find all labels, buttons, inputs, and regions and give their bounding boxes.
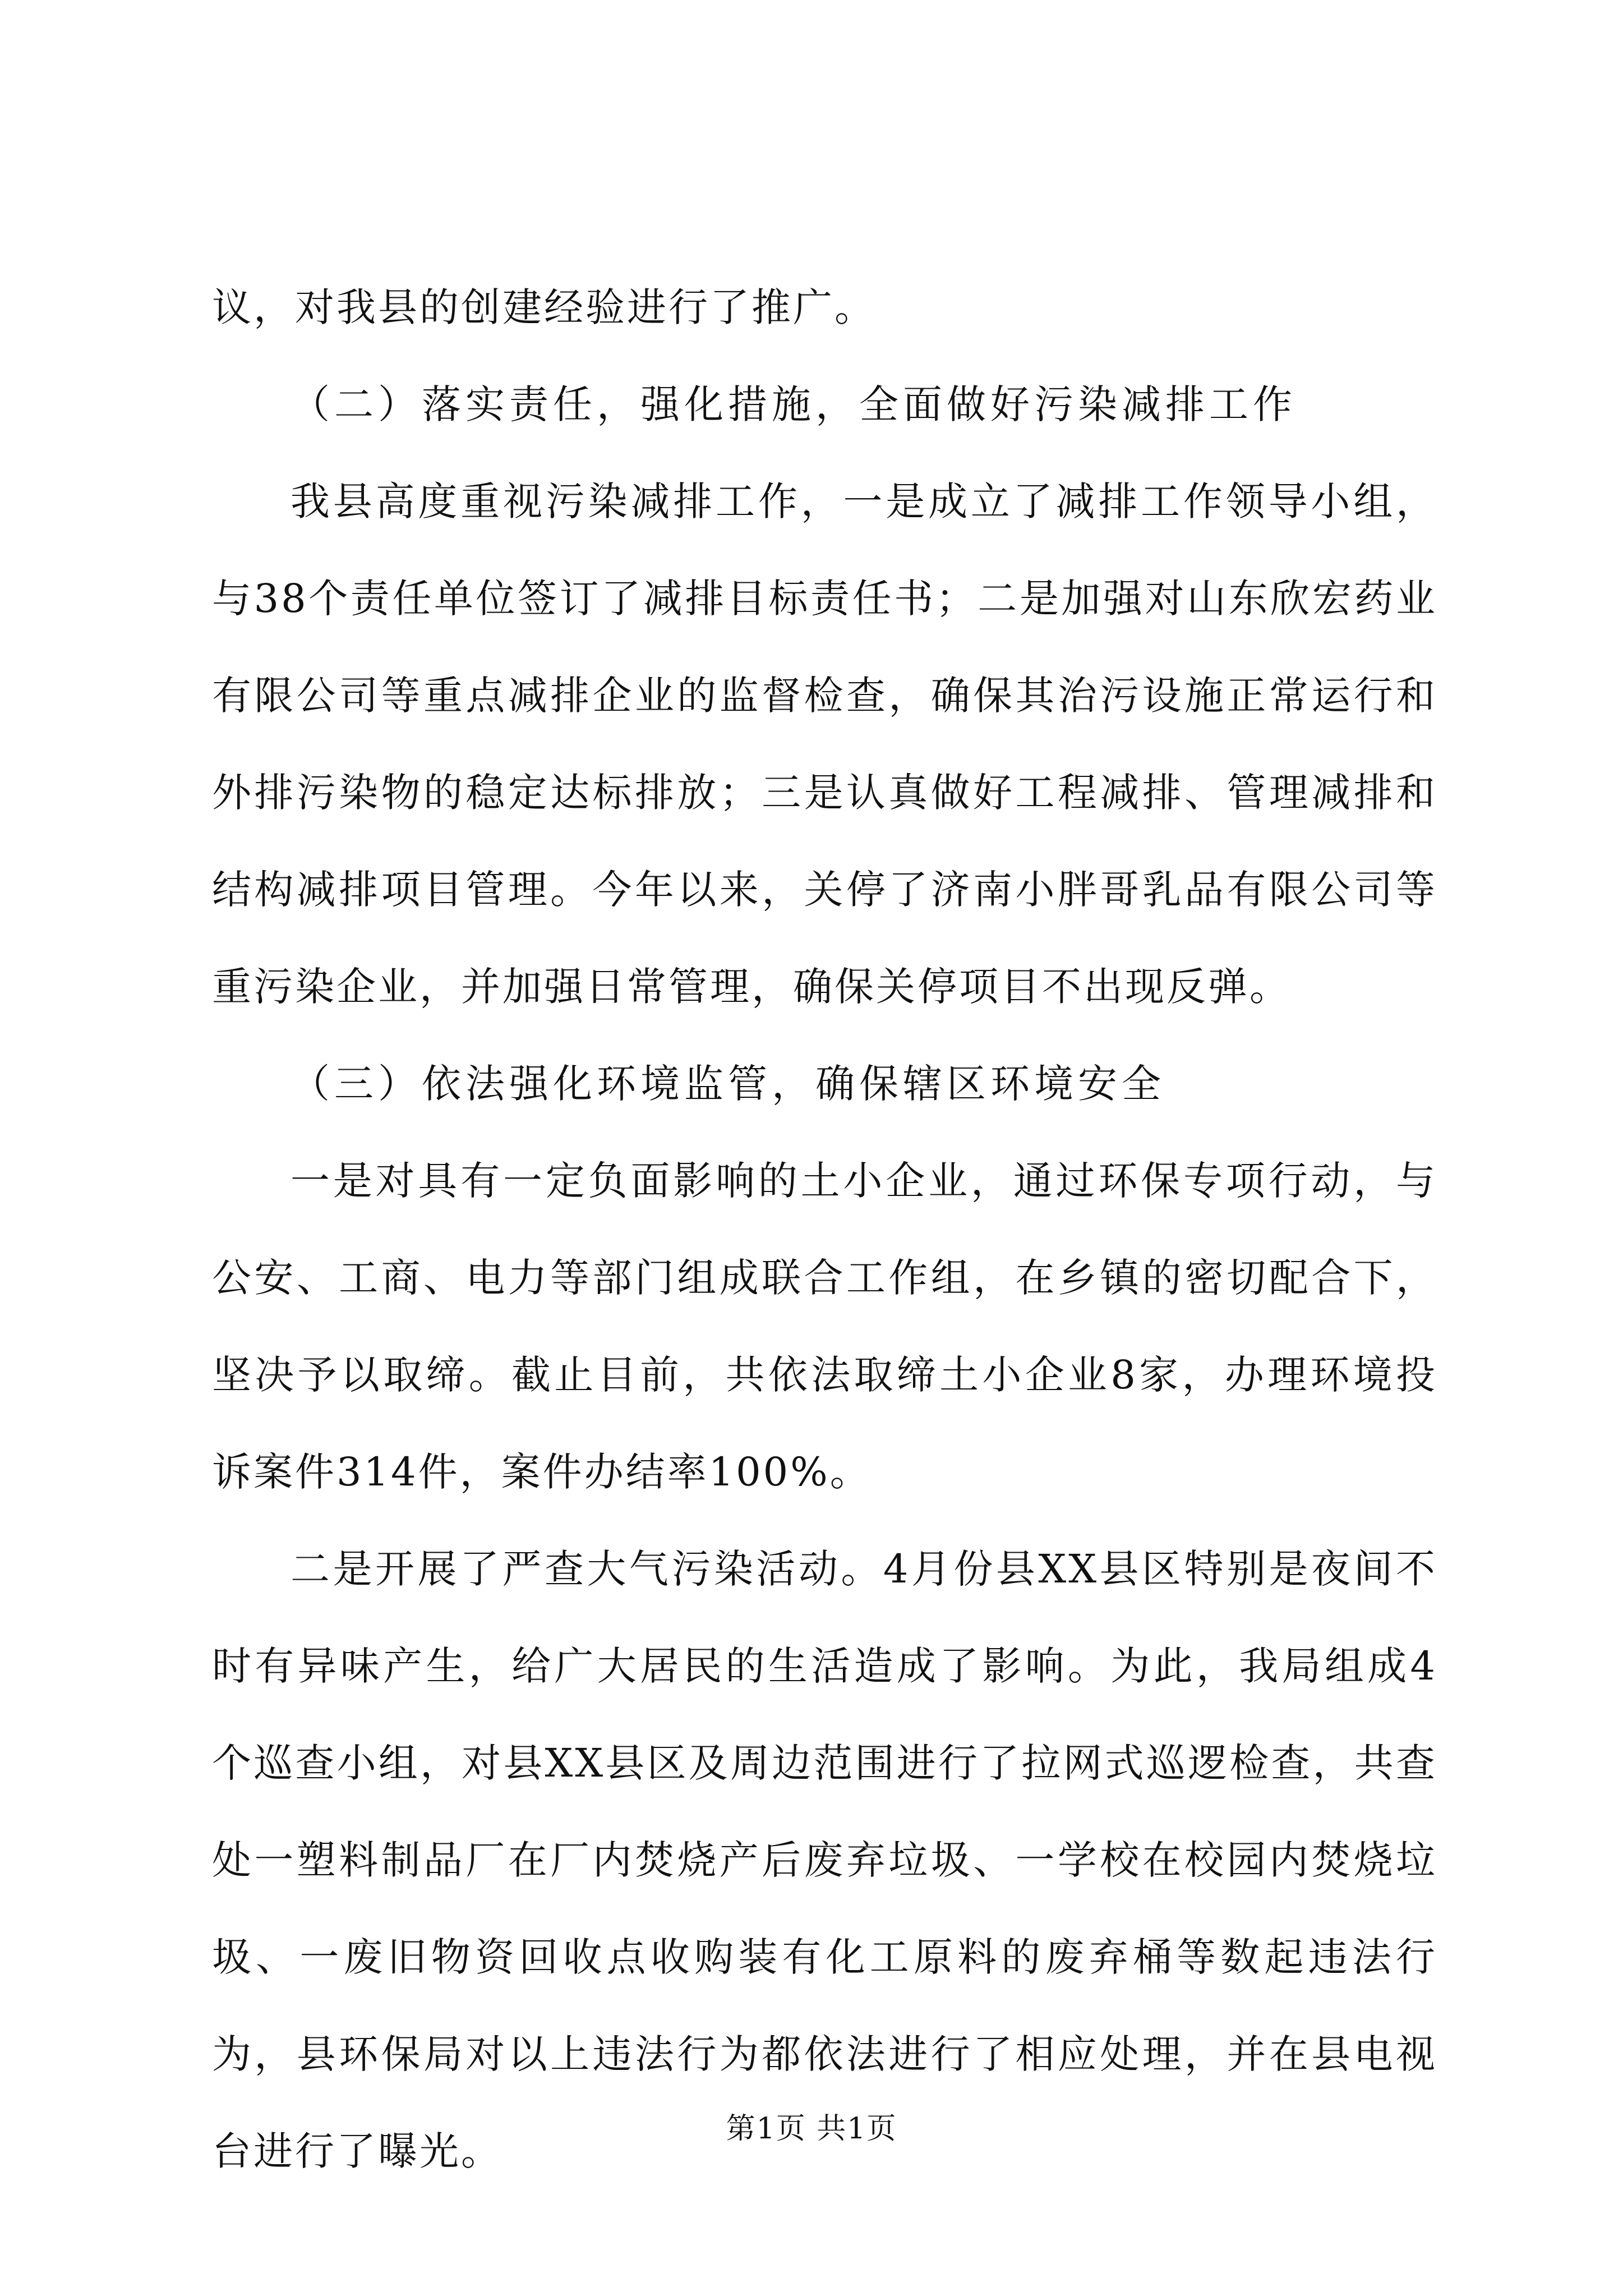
page-footer: 第1页 共1页 — [726, 2112, 897, 2146]
paragraph-continuation: 议，对我县的创建经验进行了推广。 — [212, 284, 876, 330]
paragraph-emission-reduction: 我县高度重视污染减排工作，一是成立了减排工作领导小组，与38个责任单位签订了减排目标责任书；二是加强对山东欣宏药业有限公司等重点减排企业的监督检查，确保其治污设施正常运行和外排污染物的稳定达标排放；三是认真做好工程减排、管理减排和结构减排项目管理。今年以来，关停了济南小胖哥乳品有限公司等重污染企业，并加强日常管理，确保关停项目不出现反弹。 — [212, 478, 1437, 1010]
paragraph-small-enterprises: 一是对具有一定负面影响的土小企业，通过环保专项行动，与公安、工商、电力等部门组成联合工作组，在乡镇的密切配合下，坚决予以取缔。截止目前，共依法取缔土小企业8家，办理环境投诉案件314件，案件办结率100%。 — [212, 1158, 1437, 1495]
section-heading-3: （三）依法强化环境监管，确保辖区环境安全 — [291, 1061, 1165, 1107]
paragraph-air-pollution: 二是开展了严查大气污染活动。4月份县XX县区特别是夜间不时有异味产生，给广大居民的生活造成了影响。为此，我局组成4个巡查小组，对县XX县区及周边范围进行了拉网式巡逻检查，共查处一塑料制品厂在厂内焚烧产后废弃垃圾、一学校在校园内焚烧垃圾、一废旧物资回收点收购装有化工原料的废弃桶等数起违法行为，县环保局对以上违法行为都依法进行了相应处理，并在县电视台进行了曝光。 — [212, 1546, 1437, 2174]
document-body — [212, 259, 1437, 2200]
section-heading-2: （二）落实责任，强化措施，全面做好污染减排工作 — [291, 381, 1297, 427]
